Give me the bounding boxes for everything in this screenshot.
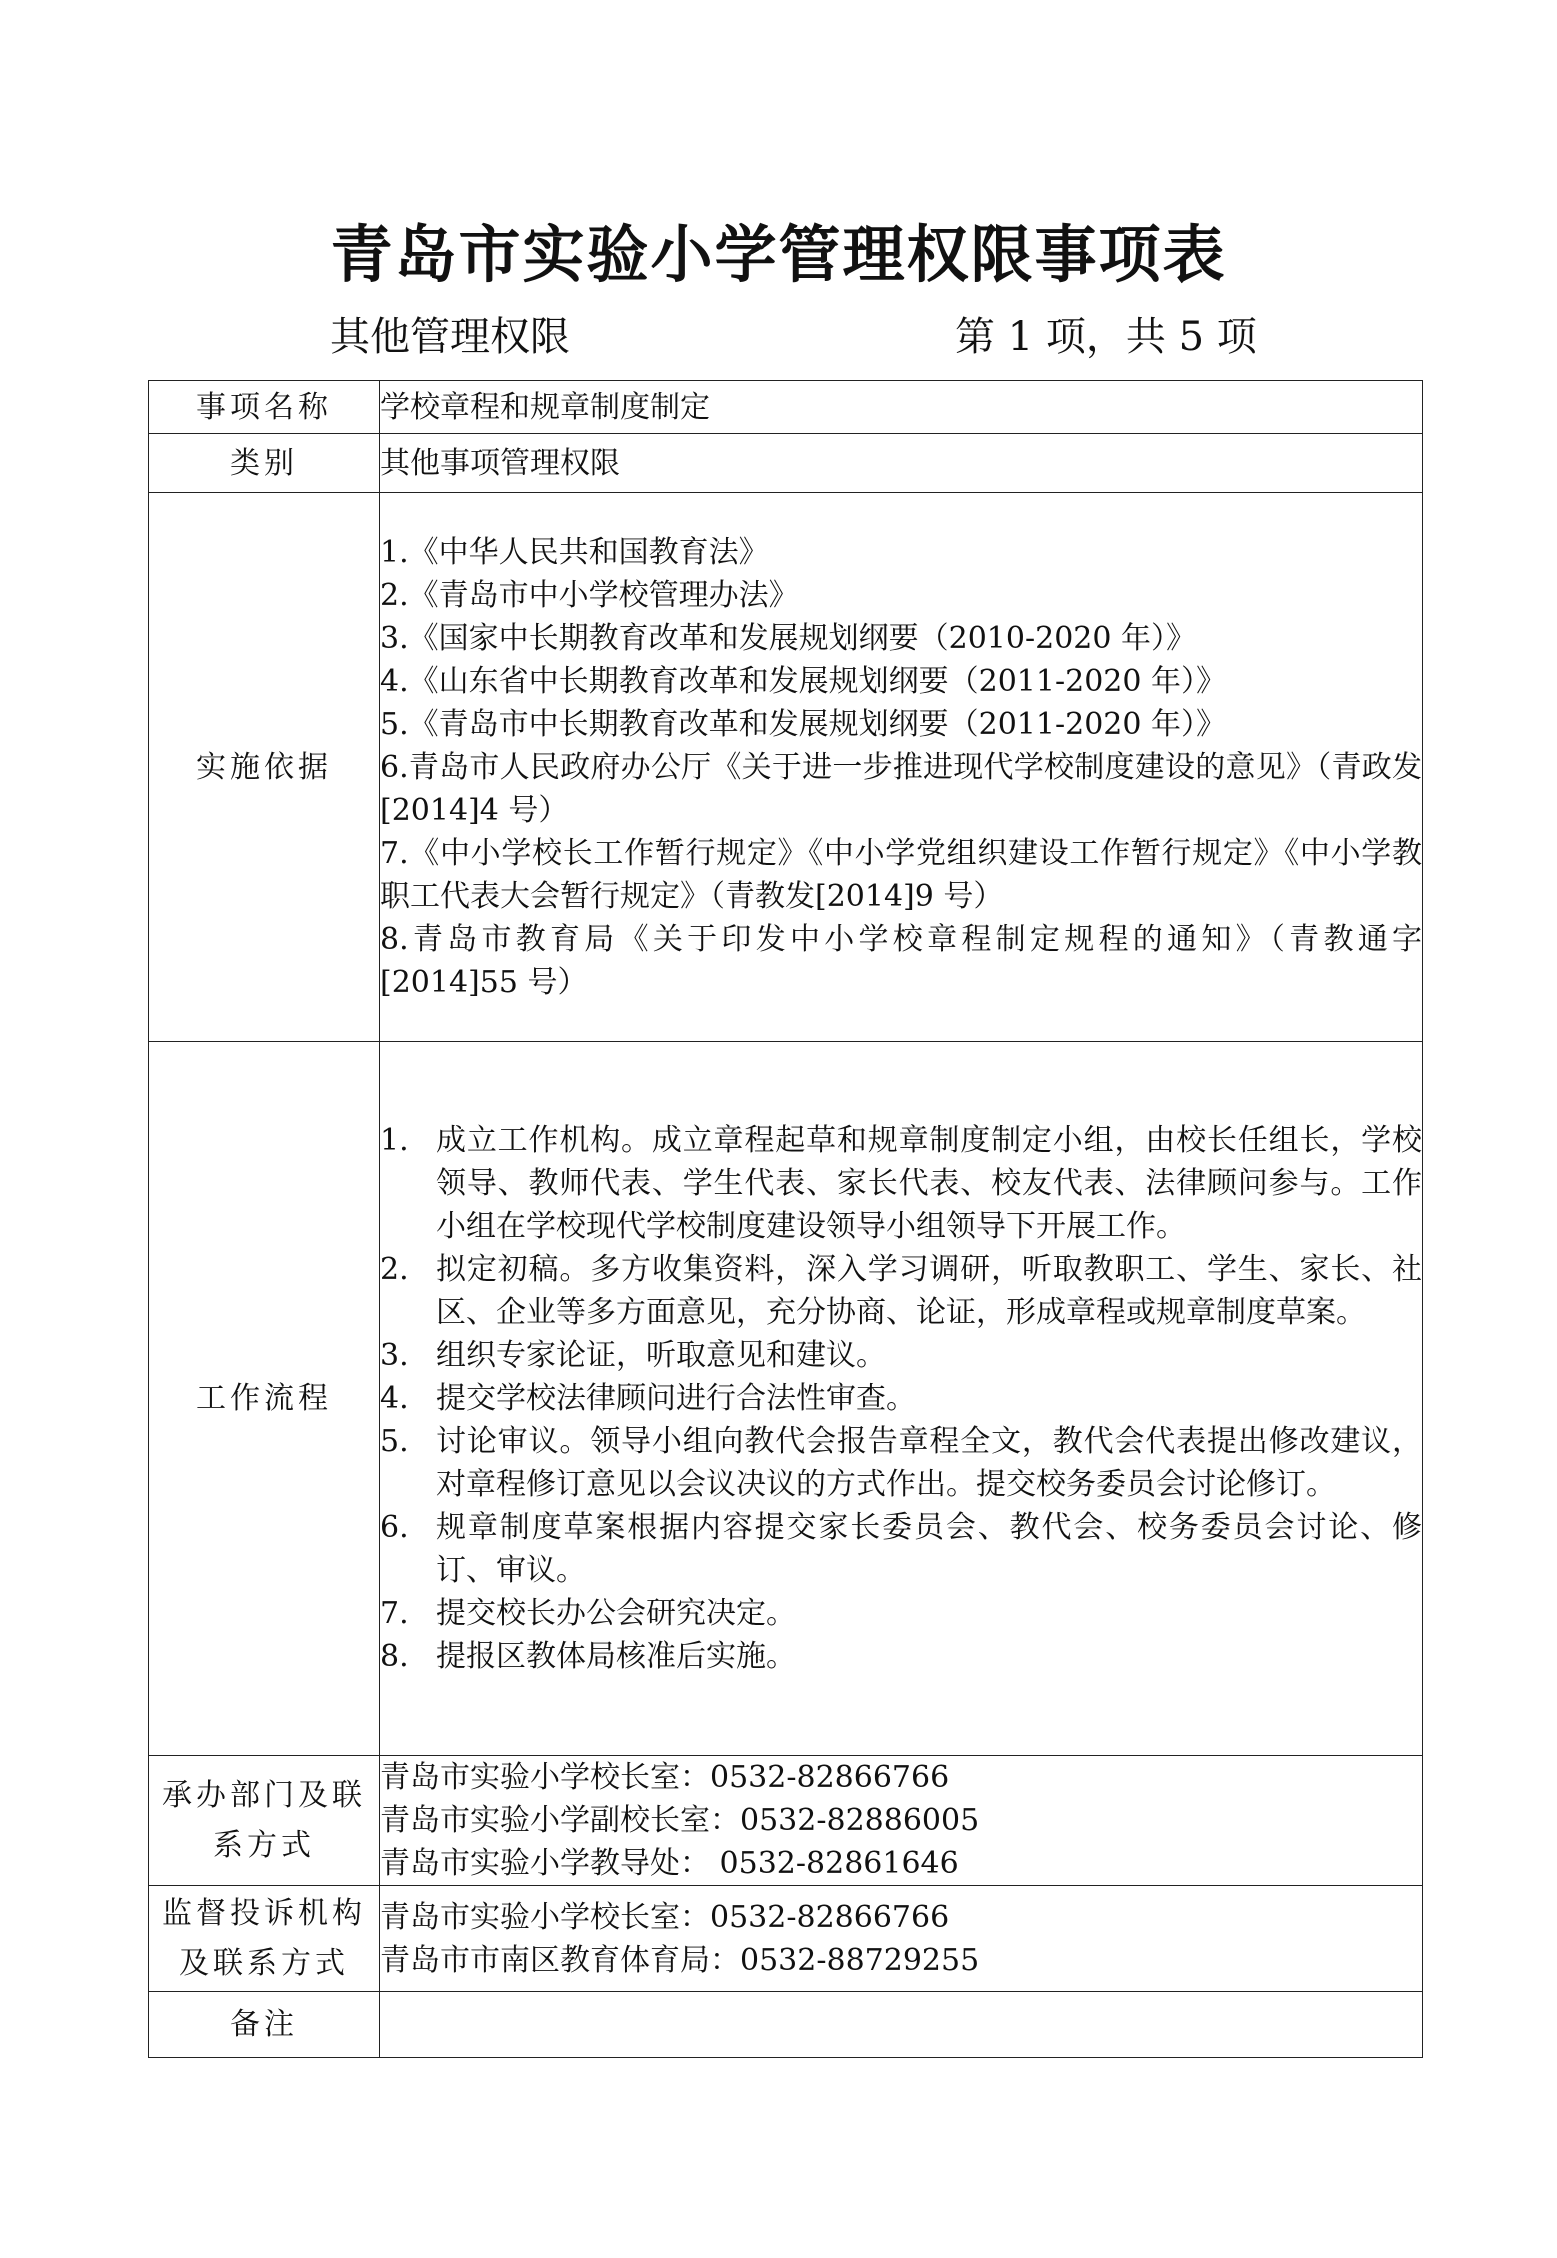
- step-text: 提报区教体局核准后实施。: [436, 1639, 796, 1674]
- name-label: 事项名称: [149, 381, 380, 434]
- contact-label-line: 承办部门及联: [162, 1777, 366, 1813]
- supervision-list: [380, 1886, 1423, 1992]
- basis-label: 实施依据: [149, 493, 380, 1042]
- basis-item: 6.青岛市人民政府办公厅《关于进一步推进现代学校制度建设的意见》（青政发[2014]4 号）: [380, 749, 1422, 828]
- table-row-remarks: [149, 1992, 1423, 2058]
- name-value: 学校章程和规章制度制定: [380, 381, 1423, 434]
- table-row-name: [149, 381, 1423, 434]
- supervision-label: [149, 1886, 380, 1992]
- basis-item: 4.《山东省中长期教育改革和发展规划纲要（2011-2020 年）》: [380, 663, 1226, 699]
- basis-item: 3.《国家中长期教育改革和发展规划纲要（2010-2020 年）》: [380, 620, 1196, 656]
- workflow-step: [380, 1592, 1422, 1635]
- category-label: 类别: [149, 434, 380, 493]
- category-heading: 其他管理权限: [330, 314, 570, 360]
- contact-line: 青岛市实验小学副校长室：0532-82886005: [380, 1803, 980, 1838]
- remarks-label: 备注: [149, 1992, 380, 2058]
- table-row-workflow: [149, 1042, 1423, 1756]
- contact-label: [149, 1756, 380, 1886]
- step-number: 8.: [380, 1639, 409, 1674]
- remarks-value: [380, 1992, 1423, 2058]
- supervision-label-line: 及联系方式: [179, 1945, 349, 1981]
- basis-item: 8.青岛市教育局《关于印发中小学校章程制定规程的通知》（青教通字[2014]55 号）: [380, 921, 1422, 1000]
- table-row-basis: [149, 493, 1423, 1042]
- step-number: 1.: [380, 1123, 409, 1158]
- workflow-list: [380, 1042, 1423, 1756]
- contact-list: [380, 1756, 1423, 1886]
- workflow-step: [380, 1334, 1422, 1377]
- workflow-step: [380, 1635, 1422, 1678]
- step-number: 2.: [380, 1252, 409, 1287]
- basis-list: [380, 493, 1423, 1042]
- table-row-contact: [149, 1756, 1423, 1886]
- basis-item: 1.《中华人民共和国教育法》: [380, 534, 769, 570]
- supervision-line: 青岛市市南区教育体育局：0532-88729255: [380, 1942, 980, 1978]
- workflow-step: [380, 1420, 1422, 1506]
- table-row-supervision: [149, 1886, 1423, 1992]
- step-number: 3.: [380, 1338, 409, 1373]
- supervision-line: 青岛市实验小学校长室：0532-82866766: [380, 1899, 950, 1935]
- workflow-step: [380, 1248, 1422, 1334]
- step-text: 拟定初稿。多方收集资料，深入学习调研，听取教职工、学生、家长、社区、企业等多方面意见，充分协商、论证，形成章程或规章制度草案。: [436, 1252, 1422, 1330]
- step-number: 6.: [380, 1510, 409, 1545]
- contact-line: 青岛市实验小学校长室：0532-82866766: [380, 1760, 950, 1795]
- basis-item: 5.《青岛市中长期教育改革和发展规划纲要（2011-2020 年）》: [380, 706, 1226, 742]
- step-text: 组织专家论证，听取意见和建议。: [436, 1338, 886, 1373]
- item-count: 第 1 项，共 5 项: [955, 314, 1257, 360]
- step-number: 4.: [380, 1381, 409, 1416]
- category-value: 其他事项管理权限: [380, 434, 1423, 493]
- contact-line: 青岛市实验小学教导处： 0532-82861646: [380, 1846, 959, 1881]
- step-number: 7.: [380, 1596, 409, 1631]
- contact-label-line: 系方式: [213, 1827, 315, 1863]
- workflow-label: 工作流程: [149, 1042, 380, 1756]
- step-text: 讨论审议。领导小组向教代会报告章程全文，教代会代表提出修改建议，对章程修订意见以会议决议的方式作出。提交校务委员会讨论修订。: [436, 1424, 1422, 1502]
- document-title: 青岛市实验小学管理权限事项表: [330, 218, 1227, 291]
- workflow-step: [380, 1506, 1422, 1592]
- step-text: 规章制度草案根据内容提交家长委员会、教代会、校务委员会讨论、修订、审议。: [436, 1510, 1422, 1588]
- basis-item: 7.《中小学校长工作暂行规定》《中小学党组织建设工作暂行规定》《中小学教职工代表大会暂行规定》（青教发[2014]9 号）: [380, 835, 1422, 914]
- step-text: 成立工作机构。成立章程起草和规章制度制定小组，由校长任组长，学校领导、教师代表、学生代表、家长代表、校友代表、法律顾问参与。工作小组在学校现代学校制度建设领导小组领导下开展工作。: [436, 1123, 1422, 1244]
- step-text: 提交校长办公会研究决定。: [436, 1596, 796, 1631]
- step-text: 提交学校法律顾问进行合法性审查。: [436, 1381, 916, 1416]
- supervision-label-line: 监督投诉机构: [162, 1895, 366, 1931]
- authority-table: [148, 380, 1423, 2058]
- basis-item: 2.《青岛市中小学校管理办法》: [380, 577, 799, 613]
- workflow-step: [380, 1119, 1422, 1248]
- table-row-category: [149, 434, 1423, 493]
- workflow-step: [380, 1377, 1422, 1420]
- step-number: 5.: [380, 1424, 409, 1459]
